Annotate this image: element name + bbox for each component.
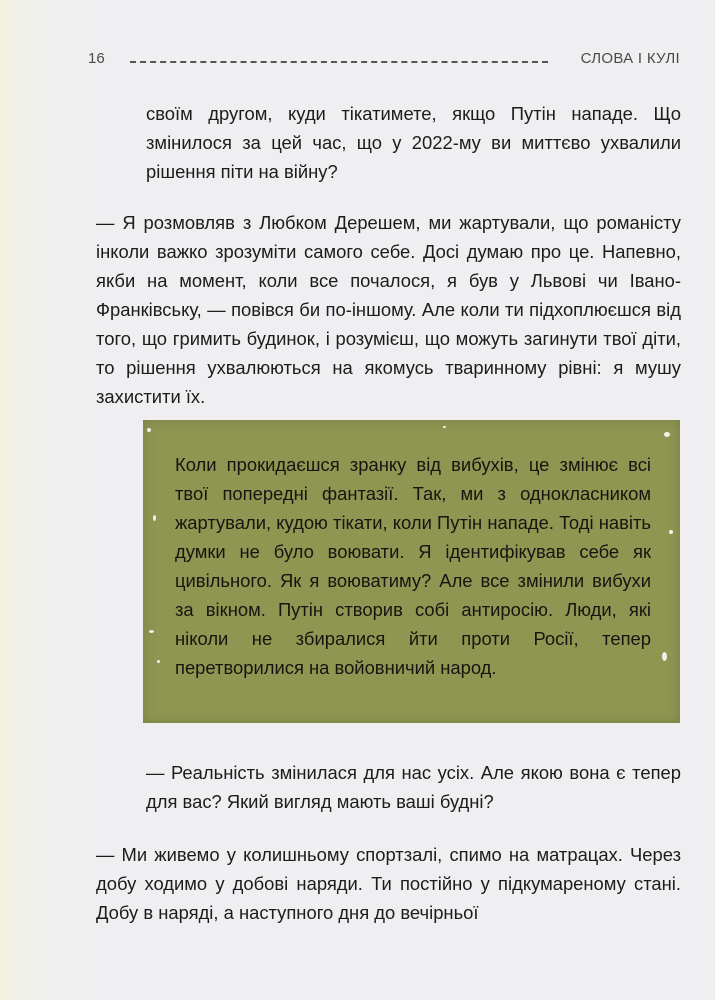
- texture-speck: [669, 530, 673, 534]
- header-dashed-rule: [130, 61, 548, 63]
- texture-speck: [147, 428, 151, 432]
- texture-speck: [662, 652, 667, 661]
- pull-quote-text: Коли прокидаєшся зранку від вибухів, це змінює всі твої попередні фантазії. Так, ми з однокласником жартували, кудою тікати, коли Путін нападе. Тоді навіть думки не було воювати. Я ідентифікував себе як цивільного. Як я воюватиму? Але все змінили вибухи за вікном. Путін створив собі антиросію. Люди, які ніколи не збиралися йти проти Росії, тепер перетворилися на войовничий народ.: [175, 454, 651, 678]
- question-paragraph-continued: своїм другом, куди тікатимете, якщо Путін нападе. Що змінилося за цей час, що у 2022-му ви миттєво ухвалили рішення піти на війну?: [146, 103, 681, 182]
- page-header: [88, 50, 680, 72]
- page-number: 16: [88, 50, 105, 67]
- texture-speck: [664, 432, 670, 437]
- texture-speck: [149, 630, 154, 633]
- question-paragraph: — Реальність змінилася для нас усіх. Але якою вона є тепер для вас? Який вигляд мають ваші будні?: [146, 762, 681, 812]
- texture-speck: [443, 426, 446, 428]
- running-title: СЛОВА І КУЛІ: [580, 50, 680, 67]
- texture-speck: [153, 515, 156, 521]
- answer-paragraph-continued: — Ми живемо у колишньому спортзалі, спимо на матрацах. Через добу ходимо у добові наряди. Ти постійно у підкумареному стані. Добу в наряді, а наступного дня до вечірньої: [96, 844, 681, 923]
- pull-quote-box: [143, 420, 680, 723]
- answer-paragraph: — Я розмовляв з Любком Дерешем, ми жартували, що романісту інколи важко зрозуміти самого себе. Досі думаю про це. Напевно, якби на момент, коли все почалося, я був у Львові чи Івано-Франківську, — повівся би по-іншому. Але коли ти підхоплюєшся від того, що гримить будинок, і розумієш, що можуть загинути твої діти, то рішення ухвалюються на якомусь тваринному рівні: я мушу захистити їх.: [96, 212, 681, 407]
- texture-speck: [157, 660, 160, 663]
